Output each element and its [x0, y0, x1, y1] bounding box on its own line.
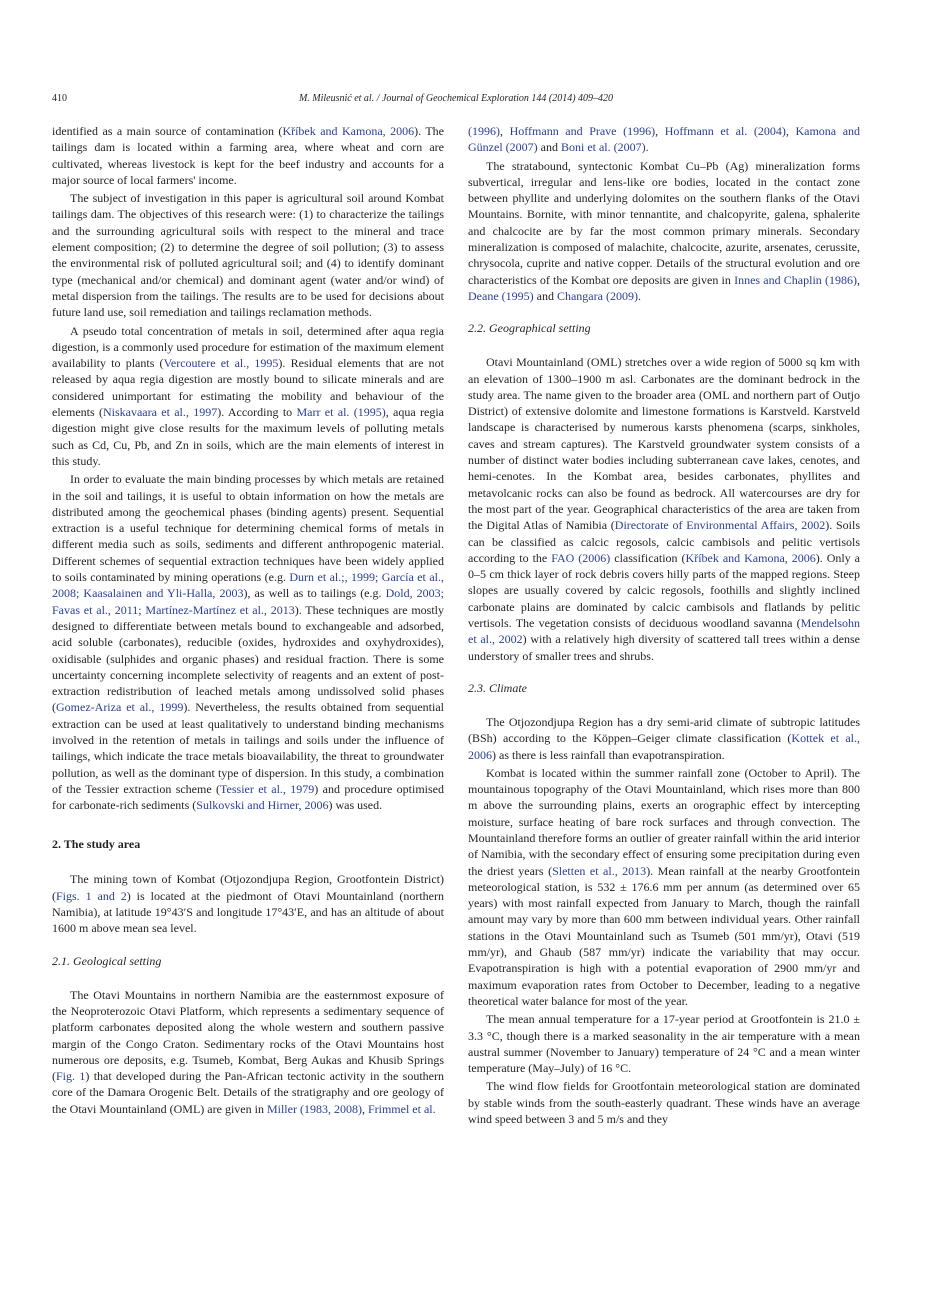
- text: identified as a main source of contamination (: [52, 124, 283, 138]
- citation-link[interactable]: (1996): [468, 124, 500, 138]
- citation-link[interactable]: Marr et al. (1995): [296, 405, 386, 420]
- left-column: [52, 123, 444, 1119]
- text: The subject of investigation in this paper is agricultural soil around Kombat tailings dam. The objectives of this research were: (1) to characterize the tailings and the surrounding agricultural soils with respect to the mineral and trace element composition; (2) to determine the degree of soil pollution; (3) to assess the environmental risk of polluted agricultural soil; and (4) to identify dominant type (mechanical and/or chemical) and dominant agent (water and/or wind) of metal dispersion from the tailings. The results are to be used for decisions about future land use, soil remediation and tailings reclamation methods.: [52, 191, 444, 320]
- paragraph: [52, 123, 444, 188]
- citation-link[interactable]: Dold, 2003; Favas et al., 2011; Martínez-Martínez et al., 2013: [52, 586, 444, 617]
- text: ). Nevertheless, the results obtained from sequential extraction can be used at least qualitatively to understand binding mechanisms involved in the retention of metals in tailings and soils under the influence of tailings, which indicate the trace metals bioavailability, the threat to groundwater pollution, as well as the dominant type of dispersion. In this study, a combination of the Tessier extraction scheme (: [52, 700, 444, 796]
- text: A pseudo total concentration of metals in soil, determined after aqua regia digestion, is a commonly used procedure for estimation of the maximum element availability to plants (: [52, 323, 444, 371]
- text: .: [645, 140, 649, 155]
- text: ). Only a 0–5 cm thick layer of rock debris covers hilly parts of the mapped regions. Steep slopes are usually covered by calcic regosols, foothills and slightly inclined carbonate plains are dominated by calcic cambisols and flatlands by pelitic vertisols. The vegetation consists of deciduous woodland savanna (: [468, 550, 860, 631]
- paragraph: [52, 471, 444, 813]
- text: ). The tailings dam is located within a farming area, where wheat and corn are cultivated, whereas livestock is kept for the beef industry and accounts for a major source of local farmers' income.: [52, 124, 444, 187]
- paragraph: [468, 714, 860, 763]
- citation-link[interactable]: Mendelsohn et al., 2002: [468, 616, 860, 647]
- text: ). Mean rainfall at the nearby Grootfontein meteorological station, is 532 ± 176.6 mm per annum (as determined over 65 years) with most rainfall expected from January to March, though the rainfall amount may vary by more than 600 mm between individual years. Other rainfall stations in the Otavi Mountainland such as Tsumeb (501 mm/yr), Otavi (519 mm/yr), and Ghaub (587 mm/yr) indicate the variability that may occur. Evapotranspiration is high with a potential evaporation of 2900 mm/yr and maximum evaporation rates from October to December, leading to a negative theoretical water balance for most of the year.: [468, 863, 860, 1008]
- citation-link[interactable]: Frimmel et al.: [367, 1101, 436, 1116]
- citation-link[interactable]: Hoffmann et al. (2004): [664, 124, 786, 138]
- figure-link[interactable]: Fig. 1: [56, 1069, 86, 1084]
- citation-link[interactable]: Niskavaara et al., 1997: [102, 405, 218, 420]
- citation-link[interactable]: Miller (1983, 2008): [266, 1101, 362, 1116]
- text: ). Soils can be classified as calcic regosols, calcic cambisols and pelitic vertisols according to the: [468, 518, 860, 565]
- paragraph: [468, 1078, 860, 1127]
- citation-link[interactable]: Sulkovski and Hirner, 2006: [196, 798, 329, 813]
- paragraph: [52, 871, 444, 936]
- text: ) that developed during the Pan-African tectonic activity in the southern core of the Damara Orogenic Belt. Details of the stratigraphy and ore geology of the Otavi Mountainland (OML) are given in: [52, 1069, 444, 1116]
- text: ). Residual elements that are not released by aqua regia digestion are mostly bound to silicate minerals and are considered unimportant for estimating the mobility and behaviour of the elements (: [52, 356, 444, 420]
- text: The mean annual temperature for a 17-year period at Grootfontein is 21.0 ± 3.3 °C, though there is a marked seasonality in the air temperature with a mean austral summer (November to January) temperature of 24 °C and a mean winter temperature (May–July) of 16 °C.: [468, 1012, 860, 1076]
- text: The wind flow fields for Grootfontain meteorological station are dominated by stable winds from the south-easterly quadrant. These winds have an average wind speed between 3 and 5 m/s and they: [468, 1079, 860, 1127]
- citation-link[interactable]: Kottek et al., 2006: [468, 731, 861, 762]
- text: ). These techniques are mostly designed to differentiate between metals bound to exchangeable and adsorbed, acid soluble (carbonates), reducible (oxides, hydroxides and oxyhydroxides), oxidisable (sulphides and organic phases) and residual fraction. There is some uncertainty concerning incomplete selectivity of reagents and an extent of post-extraction redistribution of leached metals among undissolved solid phases (: [52, 602, 444, 715]
- text: ), as well as to tailings (e.g.: [243, 586, 386, 601]
- text: classification (: [610, 550, 686, 565]
- text: , aqua regia digestion might give close results for the maximum levels of polluting metals such as Cd, Cu, Pb, and Zn in soils, which are the main elements of interest in this study.: [52, 405, 444, 468]
- paragraph: [52, 190, 444, 320]
- citation-link[interactable]: Changara (2009): [556, 288, 638, 303]
- text: The stratabound, syntectonic Kombat Cu–Pb (Ag) mineralization forms subvertical, irregular and lens-like ore bodies, located in the contact zone between phyllite and underlying dolomites on the southern flanks of the Otavi Mountains. Bornite, with minor tennantite, and chalcopyrite, galena, sphalerite and chalcocite are by far the most common primary minerals. Secondary mineralization is composed of malachite, chalcocite, azurite, arsenates, cerussite, chrysocola, cuprite and native copper. Details of the structural evolution and ore characteristics of the Kombat ore deposits are given in: [468, 158, 860, 287]
- subsection-heading-geological-setting: 2.1. Geological setting: [52, 953, 162, 968]
- text: ) with a relatively high diversity of scattered tall trees within a dense understory of smaller trees and shrubs.: [468, 632, 860, 663]
- paragraph: [52, 323, 444, 470]
- citation-link[interactable]: Hoffmann and Prave (1996): [509, 124, 656, 138]
- citation-link[interactable]: Durn et al.;, 1999; García et al., 2008; Kaasalainen and Yli-Halla, 2003: [52, 570, 444, 601]
- subsection-heading-climate: 2.3. Climate: [468, 680, 527, 695]
- citation-link[interactable]: Directorate of Environmental Affairs, 2002: [614, 518, 826, 533]
- text: ) and procedure optimised for carbonate-rich sediments (: [52, 781, 445, 813]
- text: ) as there is less rainfall than evapotranspiration.: [492, 747, 725, 762]
- running-title: M. Mileusnić et al. / Journal of Geochemical Exploration 144 (2014) 409–420: [298, 93, 614, 104]
- paragraph: [468, 158, 860, 305]
- text: The Otavi Mountains in northern Namibia are the easternmost exposure of the Neoproterozoic Otavi Platform, which represents a sedimentary sequence of platform carbonates deposited along the whole western and southern passive margin of the Congo Craton. Sedimentary rocks of the Otavi Mountains host numerous ore deposits, e.g. Tsumeb, Kombat, Berg Aukas and Khusib Springs (: [52, 987, 444, 1084]
- citation-link[interactable]: Gomez-Ariza et al., 1999: [56, 700, 184, 715]
- text: ,: [785, 124, 796, 138]
- citation-link[interactable]: Kříbek and Kamona, 2006: [282, 124, 415, 138]
- text: .: [637, 288, 641, 303]
- section-heading-study-area: 2. The study area: [52, 837, 141, 852]
- citation-link[interactable]: Sletten et al., 2013: [552, 863, 647, 878]
- paragraph: [468, 354, 860, 664]
- text: ,: [500, 124, 510, 138]
- citation-link[interactable]: Innes and Chaplin (1986): [734, 272, 857, 287]
- citation-link[interactable]: FAO (2006): [551, 550, 611, 565]
- paragraph: [468, 1011, 860, 1076]
- citation-link[interactable]: Kříbek and Kamona, 2006: [685, 550, 816, 565]
- text: The Otjozondjupa Region has a dry semi-arid climate of subtropic latitudes (BSh) according to the Köppen–Geiger climate classification (: [468, 714, 860, 746]
- text: Otavi Mountainland (OML) stretches over a wide region of 5000 sq km with an elevation of 1300–1900 m asl. Carbonates are the dominant bedrock in the study area. The name given to the broader area (OML and northern part of Outjo District) of extensive dolomite and limestone formations is Karstveld. Karstveld landscape is characterised by numerous karsts phenomena (scarps, sinkholes, caves and stream captures). The Karstveld groundwater system consists of a number of distinct water bodies including subterranean cave lakes, cenotes, and hemi-cenotes. In the Kombat area, besides carbonates, phyllites and metavolcanic rocks can also be found as bedrock. All watercourses are dry for the most part of the year. Geographical characteristics of the area are taken from the Digital Atlas of Namibia (: [468, 355, 860, 533]
- citation-link[interactable]: Tessier et al., 1979: [220, 781, 315, 796]
- paragraph: [468, 123, 860, 156]
- citation-link[interactable]: Vercoutere et al., 1995: [163, 356, 279, 371]
- text: In order to evaluate the main binding processes by which metals are retained in the soil and tailings, it is useful to obtain information on how the metals are distributed among the geochemical phases (binding agents) present. Sequential extraction is a useful technique for determining chemical forms of metals in different media such as soils, sediments and different anthropogenic material. Different schemes of sequential extraction techniques have been widely applied to soils contaminated by mining operations (e.g.: [52, 472, 444, 585]
- paragraph: [52, 987, 444, 1117]
- text: Kombat is located within the summer rainfall zone (October to April). The mountainous topography of the Otavi Mountainland, which rises more than 800 m above the surrounding plains, exerts an orographic effect by intercepting moisture, surface heating of bare rock surfaces and through convection. The Mountainland therefore forms an outlier of greater rainfall within the arid interior of Namibia, with the secondary effect of ensuring some precipitation during even the driest years (: [468, 765, 860, 878]
- subsection-heading-geographical-setting: 2.2. Geographical setting: [468, 321, 591, 336]
- text: ) is located at the piedmont of Otavi Mountainland (northern Namibia), at latitude 19°43′S and longitude 17°43′E, and has an altitude of about 1600 m above mean sea level.: [52, 888, 444, 936]
- text: ,: [857, 272, 860, 287]
- citation-link[interactable]: Boni et al. (2007): [560, 140, 646, 155]
- running-header: [52, 93, 860, 109]
- right-column: [468, 123, 860, 1129]
- text: and: [533, 288, 557, 303]
- figure-link[interactable]: Figs. 1 and 2: [56, 888, 127, 903]
- citation-link[interactable]: Deane (1995): [468, 288, 534, 303]
- text: and: [537, 140, 561, 155]
- text: ,: [655, 124, 665, 138]
- text: ). According to: [217, 405, 297, 420]
- citation-link[interactable]: Kamona and Günzel (2007): [468, 124, 861, 155]
- page-number: 410: [52, 93, 67, 104]
- text: The mining town of Kombat (Otjozondjupa Region, Grootfontein District) (: [52, 872, 444, 903]
- text: ,: [361, 1101, 368, 1116]
- text: ) was used.: [328, 798, 383, 813]
- paragraph: [468, 765, 860, 1009]
